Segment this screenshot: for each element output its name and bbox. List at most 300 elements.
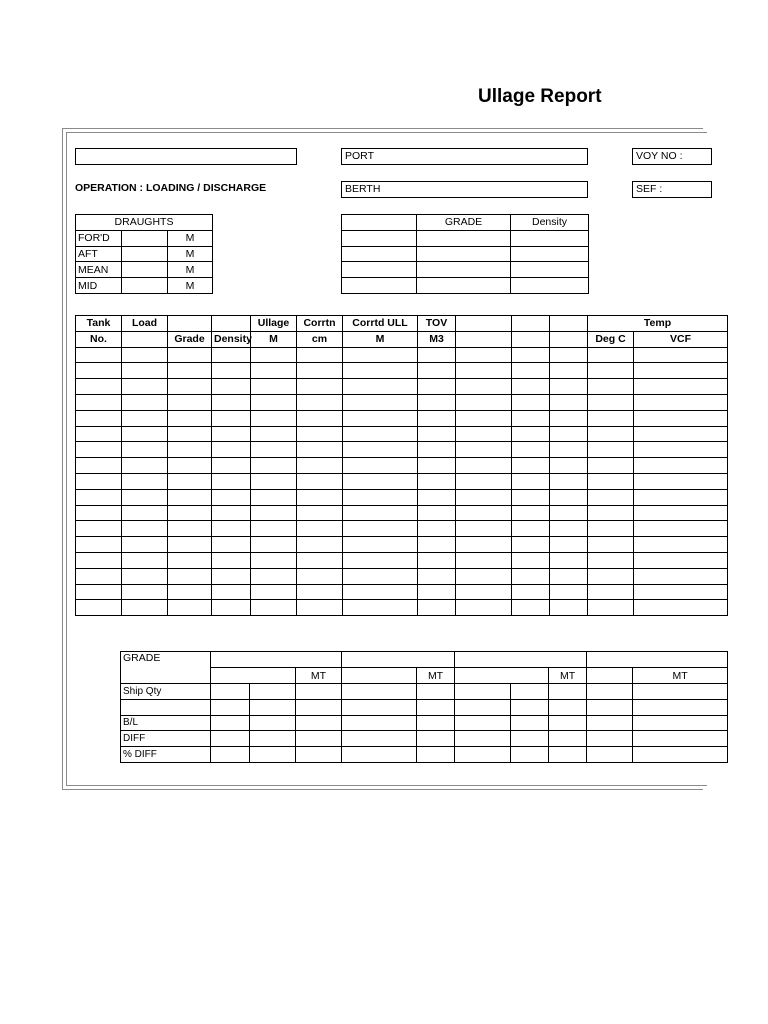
tank-cell[interactable]: [122, 489, 168, 505]
tank-cell[interactable]: [550, 505, 588, 521]
tank-cell[interactable]: [76, 363, 122, 379]
tank-cell[interactable]: [76, 458, 122, 474]
tank-cell[interactable]: [418, 584, 456, 600]
summary-cell[interactable]: [211, 684, 250, 700]
tank-cell[interactable]: [251, 379, 297, 395]
tank-cell[interactable]: [251, 521, 297, 537]
tank-cell[interactable]: [168, 442, 212, 458]
tank-cell[interactable]: [343, 442, 418, 458]
tank-cell[interactable]: [212, 473, 251, 489]
tank-cell[interactable]: [512, 521, 550, 537]
tank-cell[interactable]: [212, 489, 251, 505]
tank-cell[interactable]: [122, 568, 168, 584]
tank-cell[interactable]: [512, 442, 550, 458]
tank-cell[interactable]: [76, 552, 122, 568]
summary-cell[interactable]: [342, 684, 417, 700]
tank-cell[interactable]: [634, 568, 728, 584]
tank-cell[interactable]: [456, 426, 512, 442]
tank-cell[interactable]: [588, 458, 634, 474]
tank-cell[interactable]: [456, 442, 512, 458]
tank-cell[interactable]: [212, 552, 251, 568]
tank-cell[interactable]: [343, 347, 418, 363]
tank-cell[interactable]: [122, 347, 168, 363]
tank-cell[interactable]: [456, 473, 512, 489]
tank-cell[interactable]: [76, 379, 122, 395]
tank-cell[interactable]: [588, 584, 634, 600]
tank-cell[interactable]: [588, 505, 634, 521]
tank-cell[interactable]: [456, 489, 512, 505]
tank-cell[interactable]: [588, 394, 634, 410]
tank-cell[interactable]: [122, 394, 168, 410]
summary-cell[interactable]: [296, 715, 342, 731]
tank-cell[interactable]: [550, 458, 588, 474]
tank-cell[interactable]: [212, 521, 251, 537]
summary-cell[interactable]: [633, 731, 728, 747]
tank-cell[interactable]: [550, 363, 588, 379]
tank-cell[interactable]: [122, 363, 168, 379]
tank-cell[interactable]: [297, 552, 343, 568]
tank-cell[interactable]: [251, 568, 297, 584]
tank-cell[interactable]: [456, 521, 512, 537]
tank-cell[interactable]: [343, 537, 418, 553]
summary-cell[interactable]: [455, 747, 511, 763]
tank-cell[interactable]: [588, 442, 634, 458]
tank-cell[interactable]: [297, 442, 343, 458]
tank-cell[interactable]: [76, 489, 122, 505]
tank-cell[interactable]: [418, 537, 456, 553]
tank-cell[interactable]: [550, 442, 588, 458]
tank-cell[interactable]: [251, 552, 297, 568]
tank-cell[interactable]: [251, 505, 297, 521]
tank-cell[interactable]: [76, 505, 122, 521]
summary-cell[interactable]: [342, 699, 417, 715]
tank-cell[interactable]: [456, 552, 512, 568]
tank-cell[interactable]: [550, 552, 588, 568]
summary-cell[interactable]: [633, 715, 728, 731]
summary-cell[interactable]: [250, 699, 296, 715]
tank-cell[interactable]: [512, 458, 550, 474]
tank-cell[interactable]: [76, 426, 122, 442]
tank-cell[interactable]: [212, 458, 251, 474]
tank-cell[interactable]: [456, 363, 512, 379]
summary-cell[interactable]: [342, 731, 417, 747]
tank-cell[interactable]: [168, 584, 212, 600]
summary-grade-4[interactable]: [587, 652, 728, 668]
summary-cell[interactable]: [211, 747, 250, 763]
tank-cell[interactable]: [122, 584, 168, 600]
draught-value[interactable]: [122, 278, 168, 294]
tank-cell[interactable]: [634, 521, 728, 537]
tank-cell[interactable]: [550, 379, 588, 395]
tank-cell[interactable]: [418, 489, 456, 505]
tank-cell[interactable]: [343, 505, 418, 521]
tank-cell[interactable]: [456, 600, 512, 616]
voy-no-field[interactable]: [632, 148, 712, 165]
tank-cell[interactable]: [122, 379, 168, 395]
tank-cell[interactable]: [456, 347, 512, 363]
tank-cell[interactable]: [634, 347, 728, 363]
tank-cell[interactable]: [456, 505, 512, 521]
tank-cell[interactable]: [634, 410, 728, 426]
tank-cell[interactable]: [512, 347, 550, 363]
tank-cell[interactable]: [634, 473, 728, 489]
summary-cell[interactable]: [417, 715, 455, 731]
tank-cell[interactable]: [343, 410, 418, 426]
tank-cell[interactable]: [122, 458, 168, 474]
tank-cell[interactable]: [251, 442, 297, 458]
tank-cell[interactable]: [418, 363, 456, 379]
tank-cell[interactable]: [588, 379, 634, 395]
tank-cell[interactable]: [297, 347, 343, 363]
tank-cell[interactable]: [418, 458, 456, 474]
summary-cell[interactable]: [211, 699, 250, 715]
tank-cell[interactable]: [418, 568, 456, 584]
tank-cell[interactable]: [122, 442, 168, 458]
summary-grade-1[interactable]: [211, 652, 342, 668]
tank-cell[interactable]: [588, 473, 634, 489]
summary-cell[interactable]: [455, 731, 511, 747]
grade-cell[interactable]: [342, 230, 417, 246]
tank-cell[interactable]: [251, 426, 297, 442]
tank-cell[interactable]: [588, 347, 634, 363]
tank-cell[interactable]: [168, 426, 212, 442]
tank-cell[interactable]: [550, 426, 588, 442]
summary-cell[interactable]: [250, 684, 296, 700]
tank-cell[interactable]: [168, 568, 212, 584]
col-corrtd-ull: Corrtd ULL: [343, 316, 418, 332]
summary-cell[interactable]: [211, 715, 250, 731]
summary-cell[interactable]: [511, 715, 549, 731]
tank-cell[interactable]: [456, 394, 512, 410]
tank-cell[interactable]: [588, 363, 634, 379]
tank-cell[interactable]: [456, 568, 512, 584]
tank-cell[interactable]: [418, 521, 456, 537]
tank-cell[interactable]: [297, 584, 343, 600]
summary-cell[interactable]: [250, 715, 296, 731]
summary-cell[interactable]: [511, 699, 549, 715]
summary-cell[interactable]: [549, 715, 587, 731]
tank-cell[interactable]: [76, 568, 122, 584]
tank-cell[interactable]: [76, 394, 122, 410]
tank-cell[interactable]: [456, 584, 512, 600]
tank-cell[interactable]: [297, 458, 343, 474]
tank-cell[interactable]: [343, 394, 418, 410]
tank-cell[interactable]: [550, 473, 588, 489]
draught-value[interactable]: [122, 230, 168, 246]
tank-cell[interactable]: [212, 379, 251, 395]
tank-cell[interactable]: [512, 600, 550, 616]
tank-cell[interactable]: [588, 426, 634, 442]
tank-cell[interactable]: [550, 584, 588, 600]
summary-cell[interactable]: [342, 747, 417, 763]
tank-cell[interactable]: [297, 379, 343, 395]
summary-cell[interactable]: [455, 715, 511, 731]
tank-cell[interactable]: [550, 521, 588, 537]
draught-value[interactable]: [122, 246, 168, 262]
density-cell[interactable]: [511, 230, 589, 246]
tank-cell[interactable]: [634, 505, 728, 521]
summary-cell[interactable]: [549, 747, 587, 763]
tank-cell[interactable]: [418, 552, 456, 568]
grade-cell[interactable]: [342, 278, 417, 294]
tank-cell[interactable]: [76, 347, 122, 363]
tank-cell[interactable]: [634, 552, 728, 568]
summary-cell[interactable]: [342, 715, 417, 731]
tank-cell[interactable]: [550, 347, 588, 363]
tank-cell[interactable]: [588, 521, 634, 537]
tank-cell[interactable]: [550, 600, 588, 616]
tank-cell[interactable]: [634, 363, 728, 379]
tank-cell[interactable]: [297, 426, 343, 442]
tank-cell[interactable]: [512, 426, 550, 442]
density-cell[interactable]: [511, 246, 589, 262]
summary-cell[interactable]: [417, 684, 455, 700]
tank-cell[interactable]: [588, 568, 634, 584]
tank-cell[interactable]: [343, 379, 418, 395]
tank-cell[interactable]: [251, 584, 297, 600]
grade-cell[interactable]: [417, 246, 511, 262]
tank-cell[interactable]: [251, 473, 297, 489]
tank-cell[interactable]: [418, 473, 456, 489]
tank-cell[interactable]: [168, 347, 212, 363]
col-temp: Temp: [588, 316, 728, 332]
summary-cell[interactable]: [296, 731, 342, 747]
tank-cell[interactable]: [418, 505, 456, 521]
tank-cell[interactable]: [550, 489, 588, 505]
tank-cell[interactable]: [588, 600, 634, 616]
summary-cell[interactable]: [587, 747, 633, 763]
tank-cell[interactable]: [122, 473, 168, 489]
tank-cell[interactable]: [512, 489, 550, 505]
tank-cell[interactable]: [512, 584, 550, 600]
tank-cell[interactable]: [343, 600, 418, 616]
tank-cell[interactable]: [550, 568, 588, 584]
tank-cell[interactable]: [76, 600, 122, 616]
sef-field[interactable]: [632, 181, 712, 198]
tank-cell[interactable]: [251, 363, 297, 379]
tank-cell[interactable]: [550, 410, 588, 426]
grade-cell[interactable]: [342, 246, 417, 262]
tank-cell[interactable]: [297, 489, 343, 505]
tank-cell[interactable]: [168, 489, 212, 505]
tank-cell[interactable]: [418, 426, 456, 442]
tank-cell[interactable]: [343, 458, 418, 474]
tank-cell[interactable]: [297, 600, 343, 616]
tank-cell[interactable]: [212, 347, 251, 363]
tank-cell[interactable]: [343, 552, 418, 568]
tank-cell[interactable]: [212, 537, 251, 553]
tank-cell[interactable]: [512, 410, 550, 426]
tank-cell[interactable]: [122, 600, 168, 616]
tank-cell[interactable]: [512, 552, 550, 568]
summary-grade-2[interactable]: [342, 652, 455, 668]
tank-cell[interactable]: [251, 347, 297, 363]
summary-cell[interactable]: [417, 699, 455, 715]
summary-cell[interactable]: [511, 684, 549, 700]
tank-cell[interactable]: [588, 537, 634, 553]
summary-cell[interactable]: [296, 699, 342, 715]
tank-cell[interactable]: [343, 426, 418, 442]
tank-cell[interactable]: [76, 521, 122, 537]
tank-cell[interactable]: [418, 600, 456, 616]
tank-cell[interactable]: [76, 410, 122, 426]
tank-cell[interactable]: [343, 489, 418, 505]
tank-cell[interactable]: [122, 521, 168, 537]
draught-value[interactable]: [122, 262, 168, 278]
tank-cell[interactable]: [634, 458, 728, 474]
tank-cell[interactable]: [297, 410, 343, 426]
tank-cell[interactable]: [168, 537, 212, 553]
tank-cell[interactable]: [634, 600, 728, 616]
tank-cell[interactable]: [512, 505, 550, 521]
vessel-name-field[interactable]: [75, 148, 297, 165]
port-field[interactable]: [341, 148, 588, 165]
density-cell[interactable]: [511, 278, 589, 294]
tank-cell[interactable]: [456, 410, 512, 426]
summary-cell[interactable]: [296, 684, 342, 700]
tank-cell[interactable]: [297, 363, 343, 379]
tank-cell[interactable]: [512, 363, 550, 379]
tank-cell[interactable]: [456, 458, 512, 474]
tank-cell[interactable]: [251, 489, 297, 505]
tank-cell[interactable]: [418, 394, 456, 410]
tank-cell[interactable]: [122, 552, 168, 568]
tank-cell[interactable]: [122, 426, 168, 442]
tank-cell[interactable]: [550, 537, 588, 553]
summary-cell[interactable]: [250, 731, 296, 747]
tank-cell[interactable]: [297, 537, 343, 553]
summary-grade-3[interactable]: [455, 652, 587, 668]
tank-cell[interactable]: [588, 410, 634, 426]
grade-cell[interactable]: [417, 278, 511, 294]
tank-cell[interactable]: [168, 458, 212, 474]
tank-cell[interactable]: [634, 379, 728, 395]
tank-cell[interactable]: [251, 537, 297, 553]
tank-cell[interactable]: [122, 410, 168, 426]
summary-cell[interactable]: [511, 747, 549, 763]
summary-cell[interactable]: [549, 731, 587, 747]
tank-cell[interactable]: [168, 505, 212, 521]
summary-cell[interactable]: [549, 684, 587, 700]
tank-cell[interactable]: [251, 410, 297, 426]
tank-cell[interactable]: [343, 584, 418, 600]
tank-cell[interactable]: [512, 473, 550, 489]
tank-cell[interactable]: [168, 410, 212, 426]
tank-cell[interactable]: [634, 426, 728, 442]
tank-cell[interactable]: [297, 521, 343, 537]
tank-cell[interactable]: [588, 552, 634, 568]
tank-cell[interactable]: [212, 394, 251, 410]
summary-cell[interactable]: [587, 731, 633, 747]
density-cell[interactable]: [511, 262, 589, 278]
grade-cell[interactable]: [342, 262, 417, 278]
tank-cell[interactable]: [168, 363, 212, 379]
tank-cell[interactable]: [418, 347, 456, 363]
summary-cell[interactable]: [296, 747, 342, 763]
tank-cell[interactable]: [251, 394, 297, 410]
grade-cell[interactable]: [417, 262, 511, 278]
tank-cell[interactable]: [297, 394, 343, 410]
tank-cell[interactable]: [251, 458, 297, 474]
tank-cell[interactable]: [168, 600, 212, 616]
summary-cell[interactable]: [455, 684, 511, 700]
tank-cell[interactable]: [212, 442, 251, 458]
tank-cell[interactable]: [122, 537, 168, 553]
tank-cell[interactable]: [251, 600, 297, 616]
tank-cell[interactable]: [634, 537, 728, 553]
summary-cell[interactable]: [417, 747, 455, 763]
tank-cell[interactable]: [168, 521, 212, 537]
tank-cell[interactable]: [418, 442, 456, 458]
tank-cell[interactable]: [550, 394, 588, 410]
berth-field[interactable]: [341, 181, 588, 198]
tank-cell[interactable]: [588, 489, 634, 505]
tank-cell[interactable]: [297, 505, 343, 521]
tank-cell[interactable]: [168, 552, 212, 568]
tank-cell[interactable]: [168, 394, 212, 410]
tank-cell[interactable]: [122, 505, 168, 521]
summary-cell[interactable]: [587, 699, 633, 715]
summary-cell[interactable]: [549, 699, 587, 715]
tank-cell[interactable]: [512, 394, 550, 410]
tank-cell[interactable]: [76, 473, 122, 489]
tank-cell[interactable]: [168, 379, 212, 395]
tank-cell[interactable]: [343, 521, 418, 537]
tank-cell[interactable]: [343, 473, 418, 489]
tank-cell[interactable]: [76, 537, 122, 553]
tank-cell[interactable]: [343, 568, 418, 584]
summary-cell[interactable]: [455, 699, 511, 715]
draught-label: FOR'D: [76, 230, 122, 246]
summary-row-label: Ship Qty: [121, 684, 211, 700]
tank-cell[interactable]: [212, 505, 251, 521]
summary-cell[interactable]: [511, 731, 549, 747]
tank-cell[interactable]: [634, 394, 728, 410]
tank-cell[interactable]: [456, 537, 512, 553]
tank-cell[interactable]: [512, 537, 550, 553]
tank-cell[interactable]: [212, 363, 251, 379]
tank-cell[interactable]: [212, 568, 251, 584]
tank-cell[interactable]: [512, 379, 550, 395]
tank-cell[interactable]: [168, 473, 212, 489]
tank-cell[interactable]: [212, 584, 251, 600]
tank-cell[interactable]: [212, 600, 251, 616]
grade-cell[interactable]: [417, 230, 511, 246]
summary-cell[interactable]: [211, 731, 250, 747]
tank-cell[interactable]: [418, 379, 456, 395]
summary-cell[interactable]: [587, 715, 633, 731]
tank-cell[interactable]: [297, 473, 343, 489]
summary-cell[interactable]: [587, 684, 633, 700]
tank-cell[interactable]: [634, 584, 728, 600]
tank-cell[interactable]: [512, 568, 550, 584]
tank-cell[interactable]: [212, 426, 251, 442]
tank-cell[interactable]: [456, 379, 512, 395]
summary-cell[interactable]: [417, 731, 455, 747]
summary-cell[interactable]: [633, 699, 728, 715]
summary-cell[interactable]: [633, 747, 728, 763]
summary-cell[interactable]: [250, 747, 296, 763]
tank-cell[interactable]: [343, 363, 418, 379]
tank-cell[interactable]: [212, 410, 251, 426]
summary-cell[interactable]: [633, 684, 728, 700]
tank-cell[interactable]: [418, 410, 456, 426]
tank-cell[interactable]: [76, 584, 122, 600]
tank-cell[interactable]: [297, 568, 343, 584]
tank-cell[interactable]: [76, 442, 122, 458]
tank-cell[interactable]: [634, 442, 728, 458]
tank-cell[interactable]: [634, 489, 728, 505]
